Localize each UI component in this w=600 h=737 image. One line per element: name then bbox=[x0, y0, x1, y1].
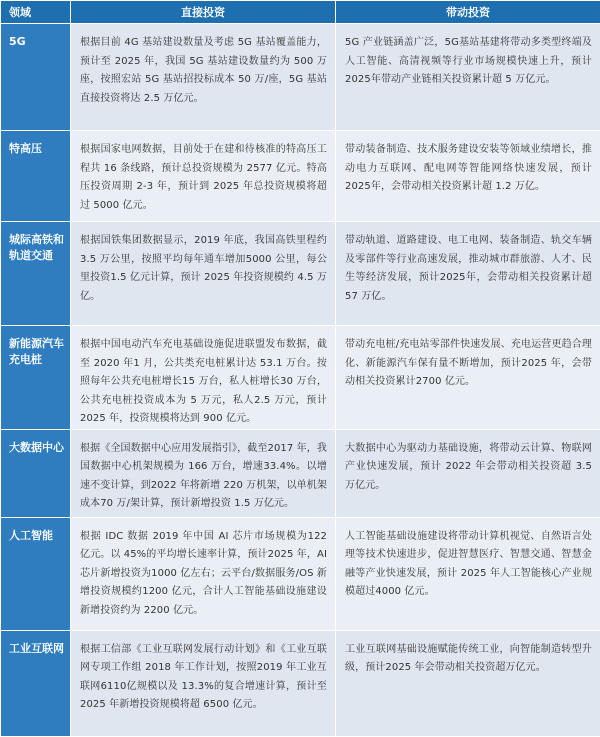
area-cell: 大数据中心 bbox=[1, 429, 71, 517]
direct-investment-cell: 根据国铁集团数据显示，2019 年底，我国高铁里程约 3.5 万公里，按照平均每年通车增加5000 公里，每公里投资1.5 亿元计算，预计 2025 年投资规模约 4.5 万亿。 bbox=[71, 222, 336, 326]
indirect-investment-cell: 大数据中心为驱动力基础设施，将带动云计算、物联网产业快速发展，预计 2022 年会带动相关投资超 3.5 万亿元。 bbox=[336, 429, 600, 517]
table-row bbox=[1, 630, 600, 736]
table-row bbox=[1, 24, 600, 131]
table-row bbox=[1, 326, 600, 430]
header-row bbox=[1, 1, 600, 24]
area-cell: 新能源汽车充电桩 bbox=[1, 326, 71, 430]
indirect-investment-cell: 5G 产业链涵盖广泛，5G基站基建将带动多类型终端及人工智能、高清视频等行业市场规模快速上升，预计2025年带动产业链相关投资累计超 5 万亿元。 bbox=[336, 24, 600, 131]
direct-investment-cell: 根据中国电动汽车充电基础设施促进联盟发布数据，截至 2020 年1 月，公共类充电桩累计达 53.1 万台。按照每年公共充电桩增长15 万台，私人桩增长30 万台，公共充电桩投资成本为 5 万元，私人2.5 万元，预计 2025 年，投资规模将达到 900 亿元。 bbox=[71, 326, 336, 430]
indirect-investment-cell: 带动轨道、道路建设、电工电网、装备制造、轨交车辆及零部件等行业高速发展，推动城市群旅游、人才、民生等经济发展，预计2025年，会带动相关投资累计超 57 万亿。 bbox=[336, 222, 600, 326]
column-header-indirect-investment: 带动投资 bbox=[336, 1, 600, 24]
indirect-investment-cell: 带动充电桩/充电站零部件快速发展、充电运营更趋合理化、新能源汽车保有量不断增加，预计2025 年，会带动相关投资累计2700 亿元。 bbox=[336, 326, 600, 430]
area-cell: 城际高铁和轨道交通 bbox=[1, 222, 71, 326]
direct-investment-cell: 根据 IDC 数据 2019 年中国 AI 芯片市场规模为122 亿元。以 45%的平均增长速率计算，预计2025 年，AI芯片新增投资为1000 亿左右；云平台/数据服务/OS 新增投资规模约1200 亿元，合计人工智能基础设施建设新增投资约为 2200 亿元。 bbox=[71, 517, 336, 630]
area-cell: 人工智能 bbox=[1, 517, 71, 630]
table-body bbox=[1, 24, 600, 737]
column-header-area: 领域 bbox=[1, 1, 71, 24]
indirect-investment-cell: 工业互联网基础设施赋能传统工业，向智能制造转型升级，预计2025 年会带动相关投资超万亿元。 bbox=[336, 630, 600, 736]
direct-investment-cell: 根据国家电网数据，目前处于在建和待核准的特高压工程共 16 条线路，预计总投资规模为 2577 亿元。特高压投资周期 2-3 年，预计到 2025 年总投资规模将超过 5000 亿元。 bbox=[71, 131, 336, 222]
area-cell: 特高压 bbox=[1, 131, 71, 222]
direct-investment-cell: 根据目前 4G 基站建设数量及考虑 5G 基站覆盖能力，预计至 2025 年，我国 5G 基站建设数量约为 500 万座，按照宏站 5G 基站招投标成本 50 万/座，5G 基站直接投资将达 2.5 万亿元。 bbox=[71, 24, 336, 131]
indirect-investment-cell: 带动装备制造、技术服务建设安装等领域业绩增长，推动电力互联网、配电网等智能网络快速发展，预计2025年，会带动相关投资累计超 1.2 万亿。 bbox=[336, 131, 600, 222]
indirect-investment-cell: 人工智能基础设施建设将带动计算机视觉、自然语言处理等技术快速进步，促进智慧医疗、智慧交通、智慧金融等产业快速发展，预计 2025 年人工智能核心产业规模超过4000 亿元。 bbox=[336, 517, 600, 630]
area-cell: 5G bbox=[1, 24, 71, 131]
table-row bbox=[1, 429, 600, 517]
direct-investment-cell: 根据工信部《工业互联网发展行动计划》和《工业互联网专项工作组 2018 年工作计划，按照2019 年工业互联网6110亿规模以及 13.3%的复合增速计算，预计至 2025 年新增投资规模将超 6500 亿元。 bbox=[71, 630, 336, 736]
column-header-direct-investment: 直接投资 bbox=[71, 1, 336, 24]
direct-investment-cell: 根据《全国数据中心应用发展指引》，截至2017 年，我国数据中心机架规模为 166 万台，增速33.4%。以增速不变计算，到2022 年将新增 220 万机架，以单机架成本70 万/架计算，预计新增投资 1.5 万亿元。 bbox=[71, 429, 336, 517]
table-row bbox=[1, 517, 600, 630]
table-row bbox=[1, 222, 600, 326]
area-cell: 工业互联网 bbox=[1, 630, 71, 736]
table-row bbox=[1, 131, 600, 222]
table-header bbox=[1, 1, 600, 24]
